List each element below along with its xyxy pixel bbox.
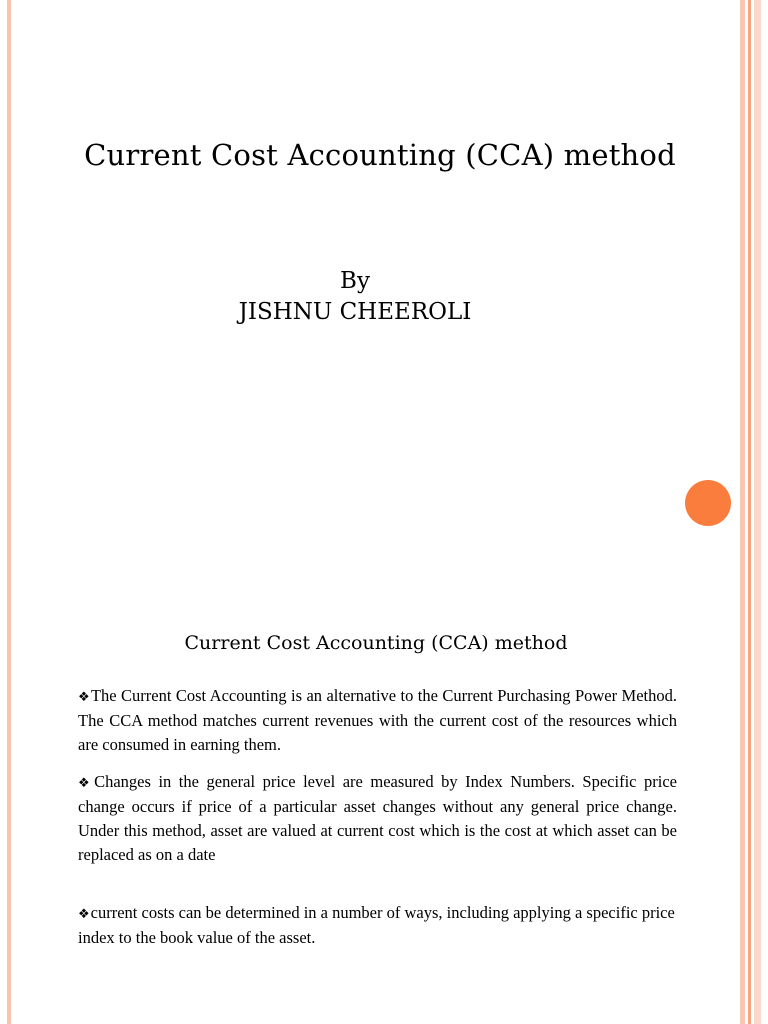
paragraph-text: current costs can be determined in a number of ways, including applying a specific price index to the book value of the asset. xyxy=(78,903,675,947)
by-label: By xyxy=(340,268,370,294)
right-border-stripe xyxy=(748,0,751,1024)
right-border-stripe xyxy=(740,0,745,1024)
author-block xyxy=(205,266,505,328)
paragraph-text: The Current Cost Accounting is an alternative to the Current Purchasing Power Method. The CCA method matches current revenues with the current cost of the resources which are consumed in earning them. xyxy=(78,686,677,754)
diamond-bullet-icon: ❖ xyxy=(78,689,90,704)
diamond-bullet-icon: ❖ xyxy=(78,775,94,790)
bullet-paragraph xyxy=(78,901,677,950)
slide-title: Current Cost Accounting (CCA) method xyxy=(84,138,676,172)
orange-circle-decoration xyxy=(685,480,731,526)
bullet-paragraph xyxy=(78,770,677,867)
content-slide-title: Current Cost Accounting (CCA) method xyxy=(184,632,568,654)
right-border-stripe xyxy=(754,0,761,1024)
paragraph-text: Changes in the general price level are measured by Index Numbers. Specific price change occurs if price of a particular asset changes without any general price change. Under this method, asset are valued at current cost which is the cost at which asset can be replaced as on a date xyxy=(78,772,677,864)
diamond-bullet-icon: ❖ xyxy=(78,906,90,921)
author-name: JISHNU CHEEROLI xyxy=(238,299,472,325)
bullet-paragraph xyxy=(78,684,677,757)
